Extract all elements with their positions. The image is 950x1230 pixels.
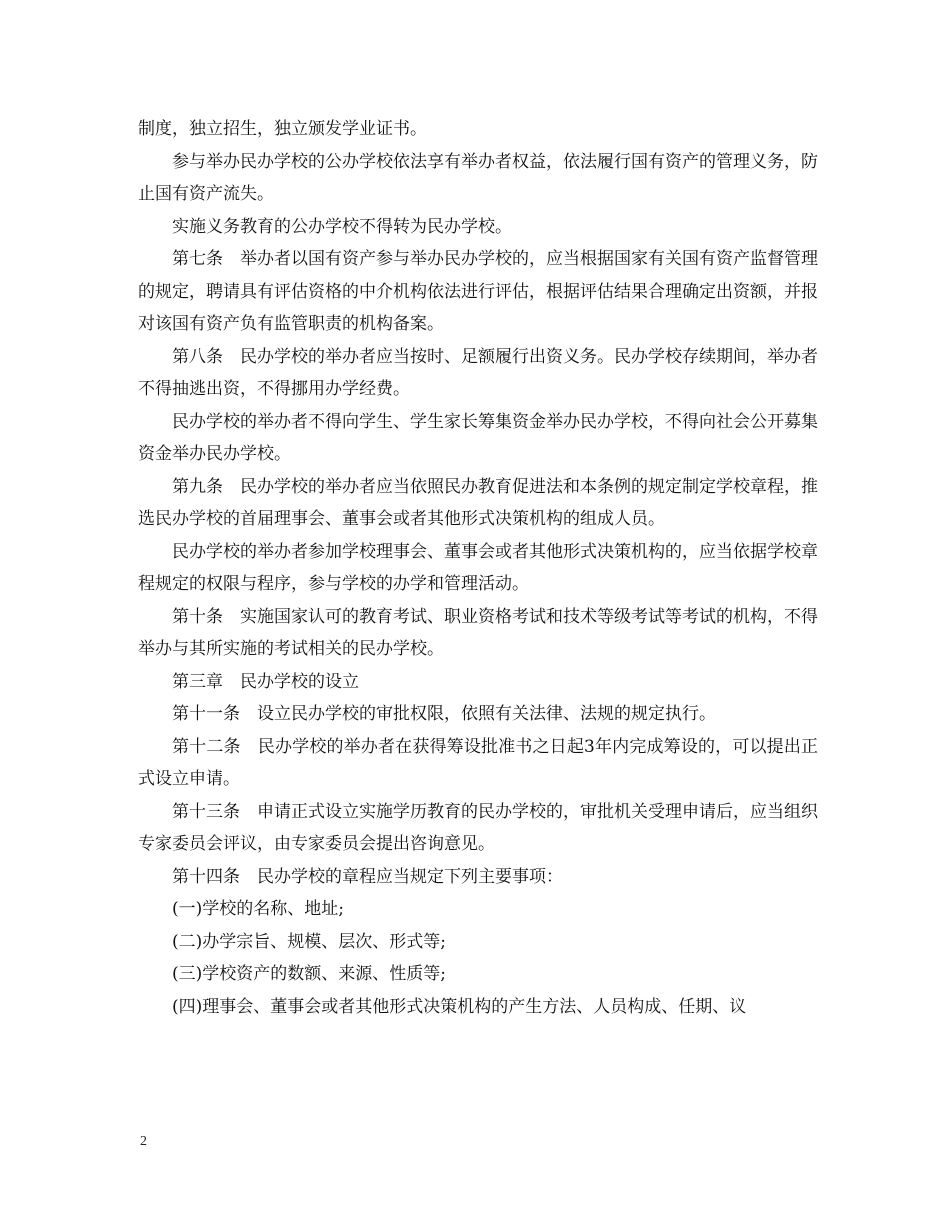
- paragraph: 民办学校的举办者参加学校理事会、董事会或者其他形式决策机构的，应当依据学校章程规定的权限与程序，参与学校的办学和管理活动。: [138, 541, 818, 594]
- page-number: 2: [140, 1134, 147, 1149]
- list-item: (三)学校资产的数额、来源、性质等;: [172, 964, 446, 984]
- list-item: (二)办学宗旨、规模、层次、形式等;: [172, 931, 446, 952]
- article-10: 第十条 实施国家认可的教育考试、职业资格考试和技术等级考试等考试的机构，不得举办与其所实施的考试相关的民办学校。: [138, 606, 818, 659]
- document-body: [138, 113, 818, 1023]
- article-13: 第十三条 申请正式设立实施学历教育的民办学校的，审批机关受理申请后，应当组织专家委员会评议，由专家委员会提出咨询意见。: [138, 801, 818, 854]
- article-7: 第七条 举办者以国有资产参与举办民办学校的，应当根据国家有关国有资产监督管理的规定，聘请具有评估资格的中介机构依法进行评估，根据评估结果合理确定出资额，并报对该国有资产负有监管职责的机构备案。: [138, 249, 818, 334]
- paragraph: 制度，独立招生，独立颁发学业证书。: [138, 119, 427, 139]
- chapter-heading: 第三章 民办学校的设立: [172, 671, 359, 692]
- paragraph: 参与举办民办学校的公办学校依法享有举办者权益，依法履行国有资产的管理义务，防止国有资产流失。: [138, 151, 818, 204]
- list-item: (四)理事会、董事会或者其他形式决策机构的产生方法、人员构成、任期、议: [172, 996, 747, 1017]
- article-8: 第八条 民办学校的举办者应当按时、足额履行出资义务。民办学校存续期间，举办者不得抽逃出资，不得挪用办学经费。: [138, 346, 818, 399]
- paragraph: 实施义务教育的公办学校不得转为民办学校。: [172, 216, 512, 237]
- paragraph: 民办学校的举办者不得向学生、学生家长筹集资金举办民办学校，不得向社会公开募集资金举办民办学校。: [138, 411, 818, 464]
- article-12: 第十二条 民办学校的举办者在获得筹设批准书之日起3年内完成筹设的，可以提出正式设立申请。: [138, 736, 818, 789]
- article-11: 第十一条 设立民办学校的审批权限，依照有关法律、法规的规定执行。: [172, 704, 716, 724]
- list-item: (一)学校的名称、地址;: [172, 899, 344, 919]
- article-9: 第九条 民办学校的举办者应当依照民办教育促进法和本条例的规定制定学校章程，推选民办学校的首届理事会、董事会或者其他形式决策机构的组成人员。: [138, 476, 818, 529]
- article-14: 第十四条 民办学校的章程应当规定下列主要事项：: [172, 866, 563, 887]
